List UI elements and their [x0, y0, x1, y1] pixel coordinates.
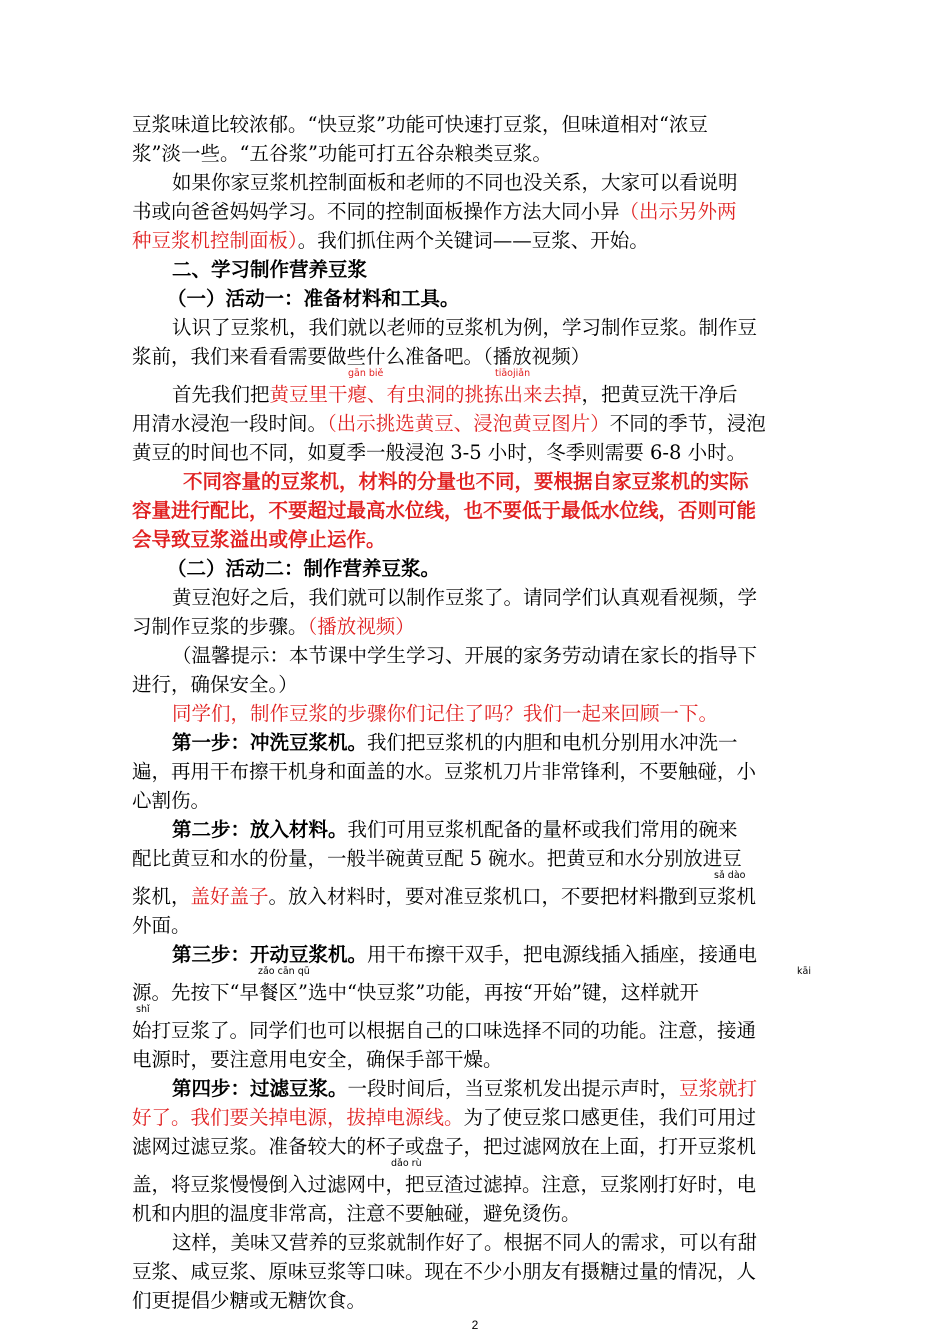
subsection-heading: （一）活动一：准备材料和工具。: [167, 287, 460, 310]
pinyin-annotation: gān biě: [348, 368, 384, 379]
paragraph-line: 配比黄豆和水的份量，一般半碗黄豆配 5 碗水。把黄豆和水分别放进豆: [132, 847, 742, 870]
pinyin-annotation: tiāojiǎn: [495, 368, 531, 379]
paragraph-line: 机和内胆的温度非常高，注意不要触碰，避免烫伤。: [132, 1202, 581, 1225]
warning-line: 会导致豆浆溢出或停止运作。: [132, 528, 386, 551]
paragraph-line: 好了。我们要关掉电源，拔掉电源线。为了使豆浆口感更佳，我们可用过: [132, 1106, 757, 1129]
paragraph-line: 滤网过滤豆浆。准备较大的杯子或盘子，把过滤网放在上面，打开豆浆机: [132, 1135, 757, 1158]
paragraph-line: 豆浆、咸豆浆、原味豆浆等口味。现在不少小朋友有摄糖过量的情况，人: [132, 1260, 757, 1283]
paragraph-line: 书或向爸爸妈妈学习。不同的控制面板操作方法大同小异（出示另外两: [132, 200, 737, 223]
paragraph-line: 浆”淡一些。“五谷浆”功能可打五谷杂粮类豆浆。: [132, 142, 552, 165]
step-one: 第一步：冲洗豆浆机。我们把豆浆机的内胆和电机分别用水冲洗一: [172, 731, 738, 754]
warning-line: 不同容量的豆浆机，材料的分量也不同，要根据自家豆浆机的实际: [183, 470, 749, 493]
pinyin-annotation: dǎo rù: [391, 1158, 422, 1169]
paragraph-line: 种豆浆机控制面板）。我们抓住两个关键词——豆浆、开始。: [132, 229, 649, 252]
paragraph-line: 用清水浸泡一段时间。（出示挑选黄豆、浸泡黄豆图片）不同的季节，浸泡: [132, 412, 766, 435]
warning-line: 容量进行配比，不要超过最高水位线，也不要低于最低水位线，否则可能: [132, 499, 757, 522]
paragraph-line: 这样，美味又营养的豆浆就制作好了。根据不同人的需求，可以有甜: [172, 1231, 758, 1254]
paragraph-line: 电源时，要注意用电安全，确保手部干燥。: [132, 1048, 503, 1071]
paragraph-line: 心割伤。: [132, 789, 211, 812]
paragraph-line: 如果你家豆浆机控制面板和老师的不同也没关系，大家可以看说明: [172, 171, 738, 194]
paragraph-line: 习制作豆浆的步骤。（播放视频）: [132, 615, 415, 638]
pinyin-annotation: shǐ: [136, 1004, 150, 1015]
paragraph-line: 黄豆泡好之后，我们就可以制作豆浆了。请同学们认真观看视频，学: [172, 586, 758, 609]
pinyin-annotation: sǎ dào: [714, 870, 746, 881]
paragraph-line: 同学们，制作豆浆的步骤你们记住了吗？我们一起来回顾一下。: [172, 702, 719, 725]
paragraph-line: 盖，将豆浆慢慢倒入过滤网中，把豆渣过滤掉。注意，豆浆刚打好时，电: [132, 1173, 757, 1196]
step-three: 第三步：开动豆浆机。用干布擦干双手，把电源线插入插座，接通电: [172, 943, 758, 966]
paragraph-line: 们更提倡少糖或无糖饮食。: [132, 1289, 367, 1312]
paragraph-line: 豆浆味道比较浓郁。“快豆浆”功能可快速打豆浆，但味道相对“浓豆: [132, 113, 708, 136]
paragraph-line: 认识了豆浆机，我们就以老师的豆浆机为例，学习制作豆浆。制作豆: [172, 316, 758, 339]
paragraph-line: （温馨提示：本节课中学生学习、开展的家务劳动请在家长的指导下: [172, 644, 758, 667]
page-number: 2: [471, 1318, 479, 1332]
step-four: 第四步：过滤豆浆。一段时间后，当豆浆机发出提示声时，豆浆就打: [172, 1077, 758, 1100]
paragraph-line: 进行，确保安全。）: [132, 673, 298, 696]
section-heading: 二、学习制作营养豆浆: [172, 258, 368, 281]
pinyin-annotation: zǎo cān qū: [258, 966, 310, 977]
paragraph-line: 始打豆浆了。同学们也可以根据自己的口味选择不同的功能。注意，接通: [132, 1019, 757, 1042]
paragraph-line: 浆机，盖好盖子。放入材料时，要对准豆浆机口，不要把材料撒到豆浆机: [132, 885, 757, 908]
pinyin-annotation: kāi: [797, 966, 811, 977]
paragraph-line: 遍，再用干布擦干机身和面盖的水。豆浆机刀片非常锋利，不要触碰，小: [132, 760, 757, 783]
subsection-heading: （二）活动二：制作营养豆浆。: [167, 557, 441, 580]
paragraph-line: 外面。: [132, 914, 191, 937]
paragraph-line: 浆前，我们来看看需要做些什么准备吧。（播放视频）: [132, 345, 591, 368]
paragraph-line: 黄豆的时间也不同，如夏季一般浸泡 3-5 小时，冬季则需要 6-8 小时。: [132, 441, 747, 464]
paragraph-line: 首先我们把黄豆里干瘪、有虫洞的挑拣出来去掉，把黄豆洗干净后: [172, 383, 738, 406]
step-two: 第二步：放入材料。我们可用豆浆机配备的量杯或我们常用的碗来: [172, 818, 738, 841]
paragraph-line: 源。先按下“早餐区”选中“快豆浆”功能，再按“开始”键，这样就开: [132, 981, 699, 1004]
